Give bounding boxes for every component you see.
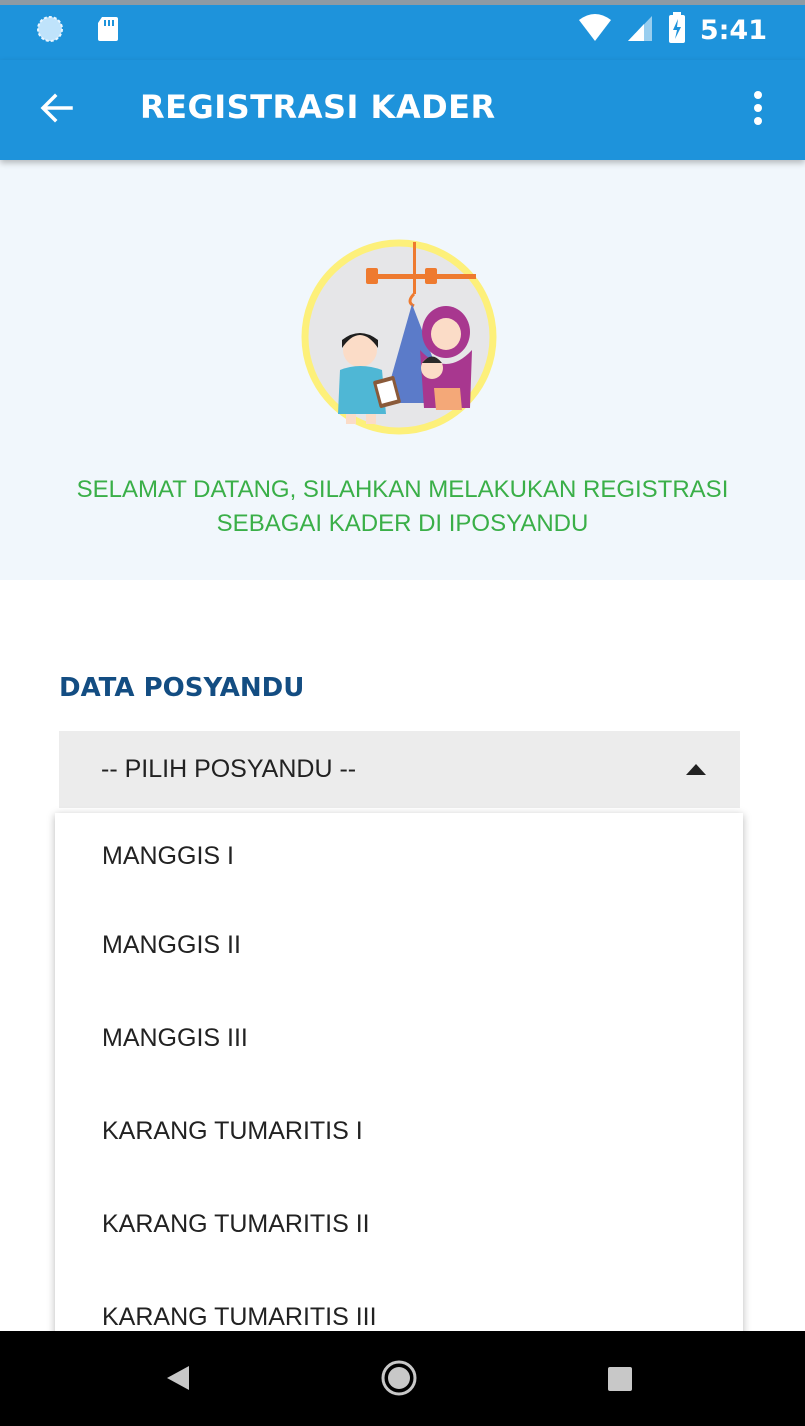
welcome-hero — [0, 160, 805, 580]
status-bar-right-icons — [578, 12, 767, 49]
posyandu-select[interactable] — [59, 731, 740, 808]
dropdown-option-manggis-iii[interactable]: MANGGIS III — [102, 1024, 248, 1052]
sync-circle-icon — [36, 15, 64, 48]
welcome-message: SELAMAT DATANG, SILAHKAN MELAKUKAN REGISTRASI SEBAGAI KADER DI IPOSYANDU — [76, 476, 729, 537]
posyandu-select-value: -- PILIH POSYANDU -- — [101, 755, 357, 783]
status-bar-top-line — [0, 0, 805, 5]
nav-recents-icon[interactable] — [607, 1366, 633, 1397]
nav-back-icon[interactable] — [163, 1363, 193, 1398]
posyandu-logo-icon — [300, 238, 498, 436]
arrow-drop-up-icon — [686, 764, 706, 775]
status-bar-left-icons — [36, 15, 120, 48]
sd-card-icon — [96, 15, 120, 48]
more-vert-icon — [753, 91, 763, 130]
signal-icon — [626, 14, 654, 47]
status-bar — [0, 0, 805, 60]
status-bar-time: 5:41 — [699, 15, 767, 46]
wifi-icon — [578, 14, 612, 47]
dropdown-option-karang-tumaritis-iii[interactable]: KARANG TUMARITIS III — [102, 1303, 377, 1331]
dropdown-option-manggis-ii[interactable]: MANGGIS II — [102, 931, 241, 959]
back-button[interactable] — [34, 88, 78, 132]
posyandu-dropdown-list — [55, 813, 743, 1353]
dropdown-option-manggis-i[interactable]: MANGGIS I — [102, 841, 234, 870]
more-options-button[interactable] — [743, 88, 773, 132]
battery-charging-icon — [668, 12, 686, 49]
dropdown-option-karang-tumaritis-i[interactable]: KARANG TUMARITIS I — [102, 1117, 363, 1145]
app-bar — [0, 60, 805, 160]
dropdown-option-karang-tumaritis-ii[interactable]: KARANG TUMARITIS II — [102, 1210, 370, 1238]
arrow-left-icon — [39, 93, 73, 128]
system-nav-bar — [0, 1331, 805, 1426]
section-title-data-posyandu: DATA POSYANDU — [59, 673, 305, 703]
page-title: REGISTRASI KADER — [140, 88, 496, 126]
nav-home-icon[interactable] — [380, 1359, 418, 1402]
